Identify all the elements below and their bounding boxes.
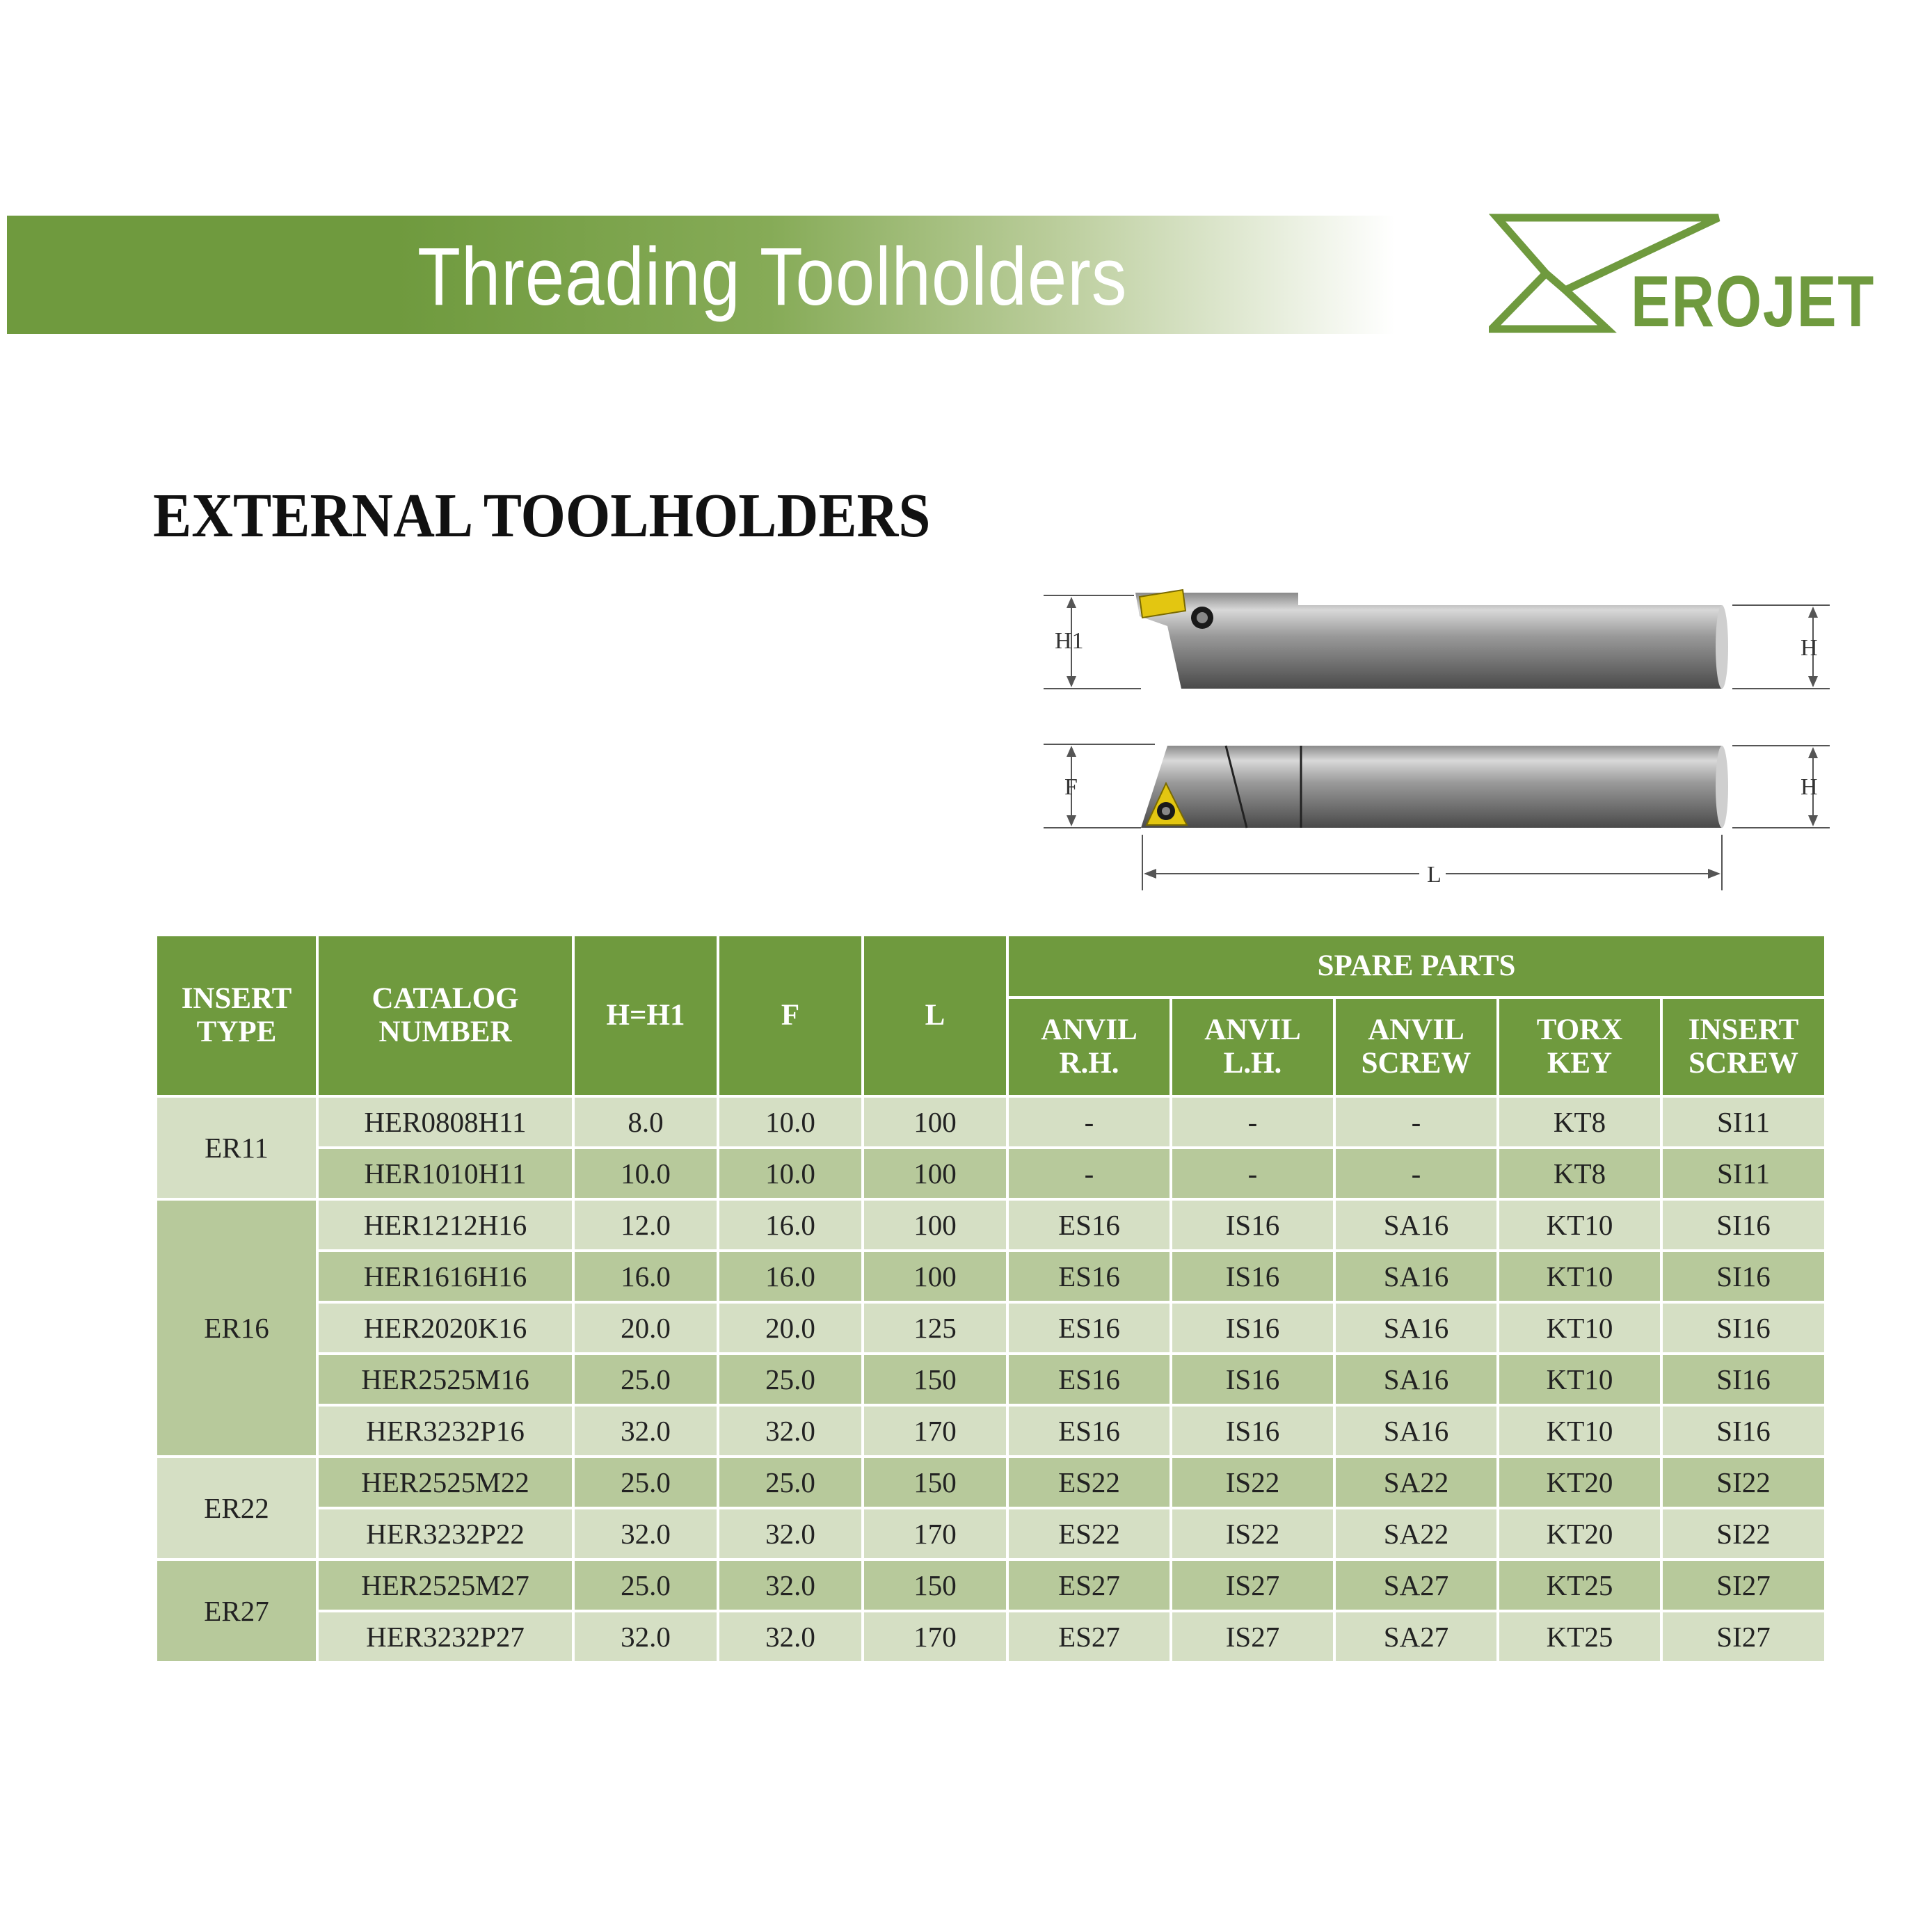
top-view bbox=[1044, 744, 1830, 890]
toolholder-spec-table bbox=[154, 934, 1827, 1664]
anvil-lh-cell: - bbox=[1171, 1148, 1334, 1199]
table-row bbox=[156, 1251, 1826, 1302]
table-row bbox=[156, 1405, 1826, 1457]
anvil-lh-cell: IS16 bbox=[1171, 1251, 1334, 1302]
f-cell: 20.0 bbox=[718, 1302, 863, 1354]
insert-screw-cell: SI11 bbox=[1661, 1096, 1826, 1148]
anvil-rh-cell: ES16 bbox=[1007, 1251, 1171, 1302]
l-cell: 100 bbox=[863, 1251, 1007, 1302]
anvil-rh-cell: ES16 bbox=[1007, 1302, 1171, 1354]
anvil-screw-cell: SA16 bbox=[1334, 1302, 1498, 1354]
anvil-screw-cell: SA27 bbox=[1334, 1560, 1498, 1611]
anvil-rh-cell: ES16 bbox=[1007, 1405, 1171, 1457]
insert-type-cell: ER11 bbox=[156, 1096, 317, 1199]
f-cell: 32.0 bbox=[718, 1405, 863, 1457]
h-h1-cell: 20.0 bbox=[573, 1302, 718, 1354]
catalog-number-cell: HER2020K16 bbox=[317, 1302, 573, 1354]
l-cell: 170 bbox=[863, 1611, 1007, 1662]
anvil-lh-cell: IS22 bbox=[1171, 1457, 1334, 1508]
torx-key-cell: KT10 bbox=[1498, 1405, 1661, 1457]
l-cell: 150 bbox=[863, 1354, 1007, 1405]
anvil-rh-cell: ES22 bbox=[1007, 1508, 1171, 1560]
anvil-screw-cell: SA22 bbox=[1334, 1508, 1498, 1560]
l-cell: 150 bbox=[863, 1457, 1007, 1508]
insert-type-cell: ER27 bbox=[156, 1560, 317, 1662]
torx-key-cell: KT25 bbox=[1498, 1560, 1661, 1611]
f-cell: 10.0 bbox=[718, 1096, 863, 1148]
anvil-rh-cell: - bbox=[1007, 1148, 1171, 1199]
dim-h-bottom-label: H bbox=[1801, 774, 1818, 800]
h-h1-cell: 25.0 bbox=[573, 1457, 718, 1508]
h-h1-cell: 32.0 bbox=[573, 1508, 718, 1560]
h-h1-cell: 32.0 bbox=[573, 1611, 718, 1662]
table-row bbox=[156, 1199, 1826, 1251]
section-title: EXTERNAL TOOLHOLDERS bbox=[153, 481, 931, 550]
catalog-number-cell: HER2525M22 bbox=[317, 1457, 573, 1508]
anvil-screw-cell: - bbox=[1334, 1148, 1498, 1199]
anvil-screw-cell: SA16 bbox=[1334, 1354, 1498, 1405]
logo-text: EROJET bbox=[1631, 262, 1876, 342]
dim-l-label: L bbox=[1427, 862, 1442, 888]
f-cell: 32.0 bbox=[718, 1560, 863, 1611]
torx-key-cell: KT8 bbox=[1498, 1096, 1661, 1148]
f-cell: 25.0 bbox=[718, 1354, 863, 1405]
f-cell: 32.0 bbox=[718, 1611, 863, 1662]
anvil-screw-cell: SA22 bbox=[1334, 1457, 1498, 1508]
anvil-lh-cell: IS16 bbox=[1171, 1199, 1334, 1251]
insert-type-cell: ER16 bbox=[156, 1199, 317, 1457]
torx-key-cell: KT10 bbox=[1498, 1199, 1661, 1251]
l-cell: 100 bbox=[863, 1199, 1007, 1251]
table-row bbox=[156, 1611, 1826, 1662]
h-h1-cell: 25.0 bbox=[573, 1354, 718, 1405]
h-h1-cell: 12.0 bbox=[573, 1199, 718, 1251]
torx-key-cell: KT10 bbox=[1498, 1251, 1661, 1302]
header-h-h1: H=H1 bbox=[573, 935, 718, 1096]
insert-screw-cell: SI22 bbox=[1661, 1457, 1826, 1508]
anvil-rh-cell: ES16 bbox=[1007, 1354, 1171, 1405]
table-row bbox=[156, 1096, 1826, 1148]
header-catalog-number: CATALOG NUMBER bbox=[317, 935, 573, 1096]
catalog-number-cell: HER1010H11 bbox=[317, 1148, 573, 1199]
spec-table-body bbox=[156, 1096, 1826, 1662]
insert-screw-cell: SI22 bbox=[1661, 1508, 1826, 1560]
anvil-rh-cell: ES16 bbox=[1007, 1199, 1171, 1251]
torx-key-cell: KT10 bbox=[1498, 1354, 1661, 1405]
catalog-number-cell: HER3232P16 bbox=[317, 1405, 573, 1457]
h-h1-cell: 8.0 bbox=[573, 1096, 718, 1148]
header-torx-key: TORX KEY bbox=[1498, 997, 1661, 1096]
l-cell: 170 bbox=[863, 1508, 1007, 1560]
h-h1-cell: 32.0 bbox=[573, 1405, 718, 1457]
toolholder-drawing bbox=[1044, 570, 1837, 897]
header-anvil-lh: ANVIL L.H. bbox=[1171, 997, 1334, 1096]
table-row bbox=[156, 1457, 1826, 1508]
header-spare-parts: SPARE PARTS bbox=[1007, 935, 1826, 997]
anvil-lh-cell: IS16 bbox=[1171, 1354, 1334, 1405]
f-cell: 25.0 bbox=[718, 1457, 863, 1508]
dim-h1-label: H1 bbox=[1055, 628, 1084, 654]
l-cell: 150 bbox=[863, 1560, 1007, 1611]
torx-key-cell: KT20 bbox=[1498, 1508, 1661, 1560]
anvil-screw-cell: SA16 bbox=[1334, 1199, 1498, 1251]
dim-f-label: F bbox=[1064, 774, 1078, 800]
insert-screw-cell: SI16 bbox=[1661, 1251, 1826, 1302]
l-cell: 100 bbox=[863, 1096, 1007, 1148]
torx-key-cell: KT25 bbox=[1498, 1611, 1661, 1662]
anvil-screw-cell: SA16 bbox=[1334, 1405, 1498, 1457]
anvil-screw-cell: SA16 bbox=[1334, 1251, 1498, 1302]
header-insert-screw: INSERT SCREW bbox=[1661, 997, 1826, 1096]
anvil-screw-cell: SA27 bbox=[1334, 1611, 1498, 1662]
insert-screw-cell: SI16 bbox=[1661, 1199, 1826, 1251]
h-h1-cell: 10.0 bbox=[573, 1148, 718, 1199]
catalog-number-cell: HER2525M27 bbox=[317, 1560, 573, 1611]
table-row bbox=[156, 1508, 1826, 1560]
catalog-number-cell: HER1616H16 bbox=[317, 1251, 573, 1302]
anvil-lh-cell: - bbox=[1171, 1096, 1334, 1148]
h-h1-cell: 25.0 bbox=[573, 1560, 718, 1611]
table-row bbox=[156, 1148, 1826, 1199]
header-f: F bbox=[718, 935, 863, 1096]
catalog-number-cell: HER2525M16 bbox=[317, 1354, 573, 1405]
anvil-rh-cell: ES27 bbox=[1007, 1560, 1171, 1611]
l-cell: 170 bbox=[863, 1405, 1007, 1457]
anvil-rh-cell: ES27 bbox=[1007, 1611, 1171, 1662]
anvil-lh-cell: IS16 bbox=[1171, 1405, 1334, 1457]
anvil-screw-cell: - bbox=[1334, 1096, 1498, 1148]
torx-key-cell: KT8 bbox=[1498, 1148, 1661, 1199]
table-row bbox=[156, 1302, 1826, 1354]
anvil-lh-cell: IS27 bbox=[1171, 1560, 1334, 1611]
catalog-number-cell: HER0808H11 bbox=[317, 1096, 573, 1148]
f-cell: 16.0 bbox=[718, 1199, 863, 1251]
insert-type-cell: ER22 bbox=[156, 1457, 317, 1560]
insert-screw-cell: SI16 bbox=[1661, 1302, 1826, 1354]
header-anvil-rh: ANVIL R.H. bbox=[1007, 997, 1171, 1096]
anvil-rh-cell: - bbox=[1007, 1096, 1171, 1148]
h-h1-cell: 16.0 bbox=[573, 1251, 718, 1302]
f-cell: 32.0 bbox=[718, 1508, 863, 1560]
header-l: L bbox=[863, 935, 1007, 1096]
l-cell: 125 bbox=[863, 1302, 1007, 1354]
anvil-lh-cell: IS16 bbox=[1171, 1302, 1334, 1354]
table-row bbox=[156, 1354, 1826, 1405]
f-cell: 10.0 bbox=[718, 1148, 863, 1199]
dim-h-top-label: H bbox=[1801, 635, 1818, 661]
insert-screw-cell: SI27 bbox=[1661, 1560, 1826, 1611]
torx-key-cell: KT10 bbox=[1498, 1302, 1661, 1354]
l-cell: 100 bbox=[863, 1148, 1007, 1199]
insert-screw-cell: SI11 bbox=[1661, 1148, 1826, 1199]
erojet-logo bbox=[1489, 212, 1876, 342]
anvil-lh-cell: IS27 bbox=[1171, 1611, 1334, 1662]
table-row bbox=[156, 1560, 1826, 1611]
anvil-rh-cell: ES22 bbox=[1007, 1457, 1171, 1508]
header-anvil-screw: ANVIL SCREW bbox=[1334, 997, 1498, 1096]
anvil-lh-cell: IS22 bbox=[1171, 1508, 1334, 1560]
catalog-number-cell: HER1212H16 bbox=[317, 1199, 573, 1251]
insert-screw-cell: SI27 bbox=[1661, 1611, 1826, 1662]
insert-screw-cell: SI16 bbox=[1661, 1405, 1826, 1457]
side-view bbox=[1044, 590, 1830, 689]
catalog-number-cell: HER3232P22 bbox=[317, 1508, 573, 1560]
f-cell: 16.0 bbox=[718, 1251, 863, 1302]
catalog-number-cell: HER3232P27 bbox=[317, 1611, 573, 1662]
banner-title: Threading Toolholders bbox=[417, 231, 1128, 323]
torx-key-cell: KT20 bbox=[1498, 1457, 1661, 1508]
insert-screw-cell: SI16 bbox=[1661, 1354, 1826, 1405]
header-insert-type: INSERT TYPE bbox=[156, 935, 317, 1096]
